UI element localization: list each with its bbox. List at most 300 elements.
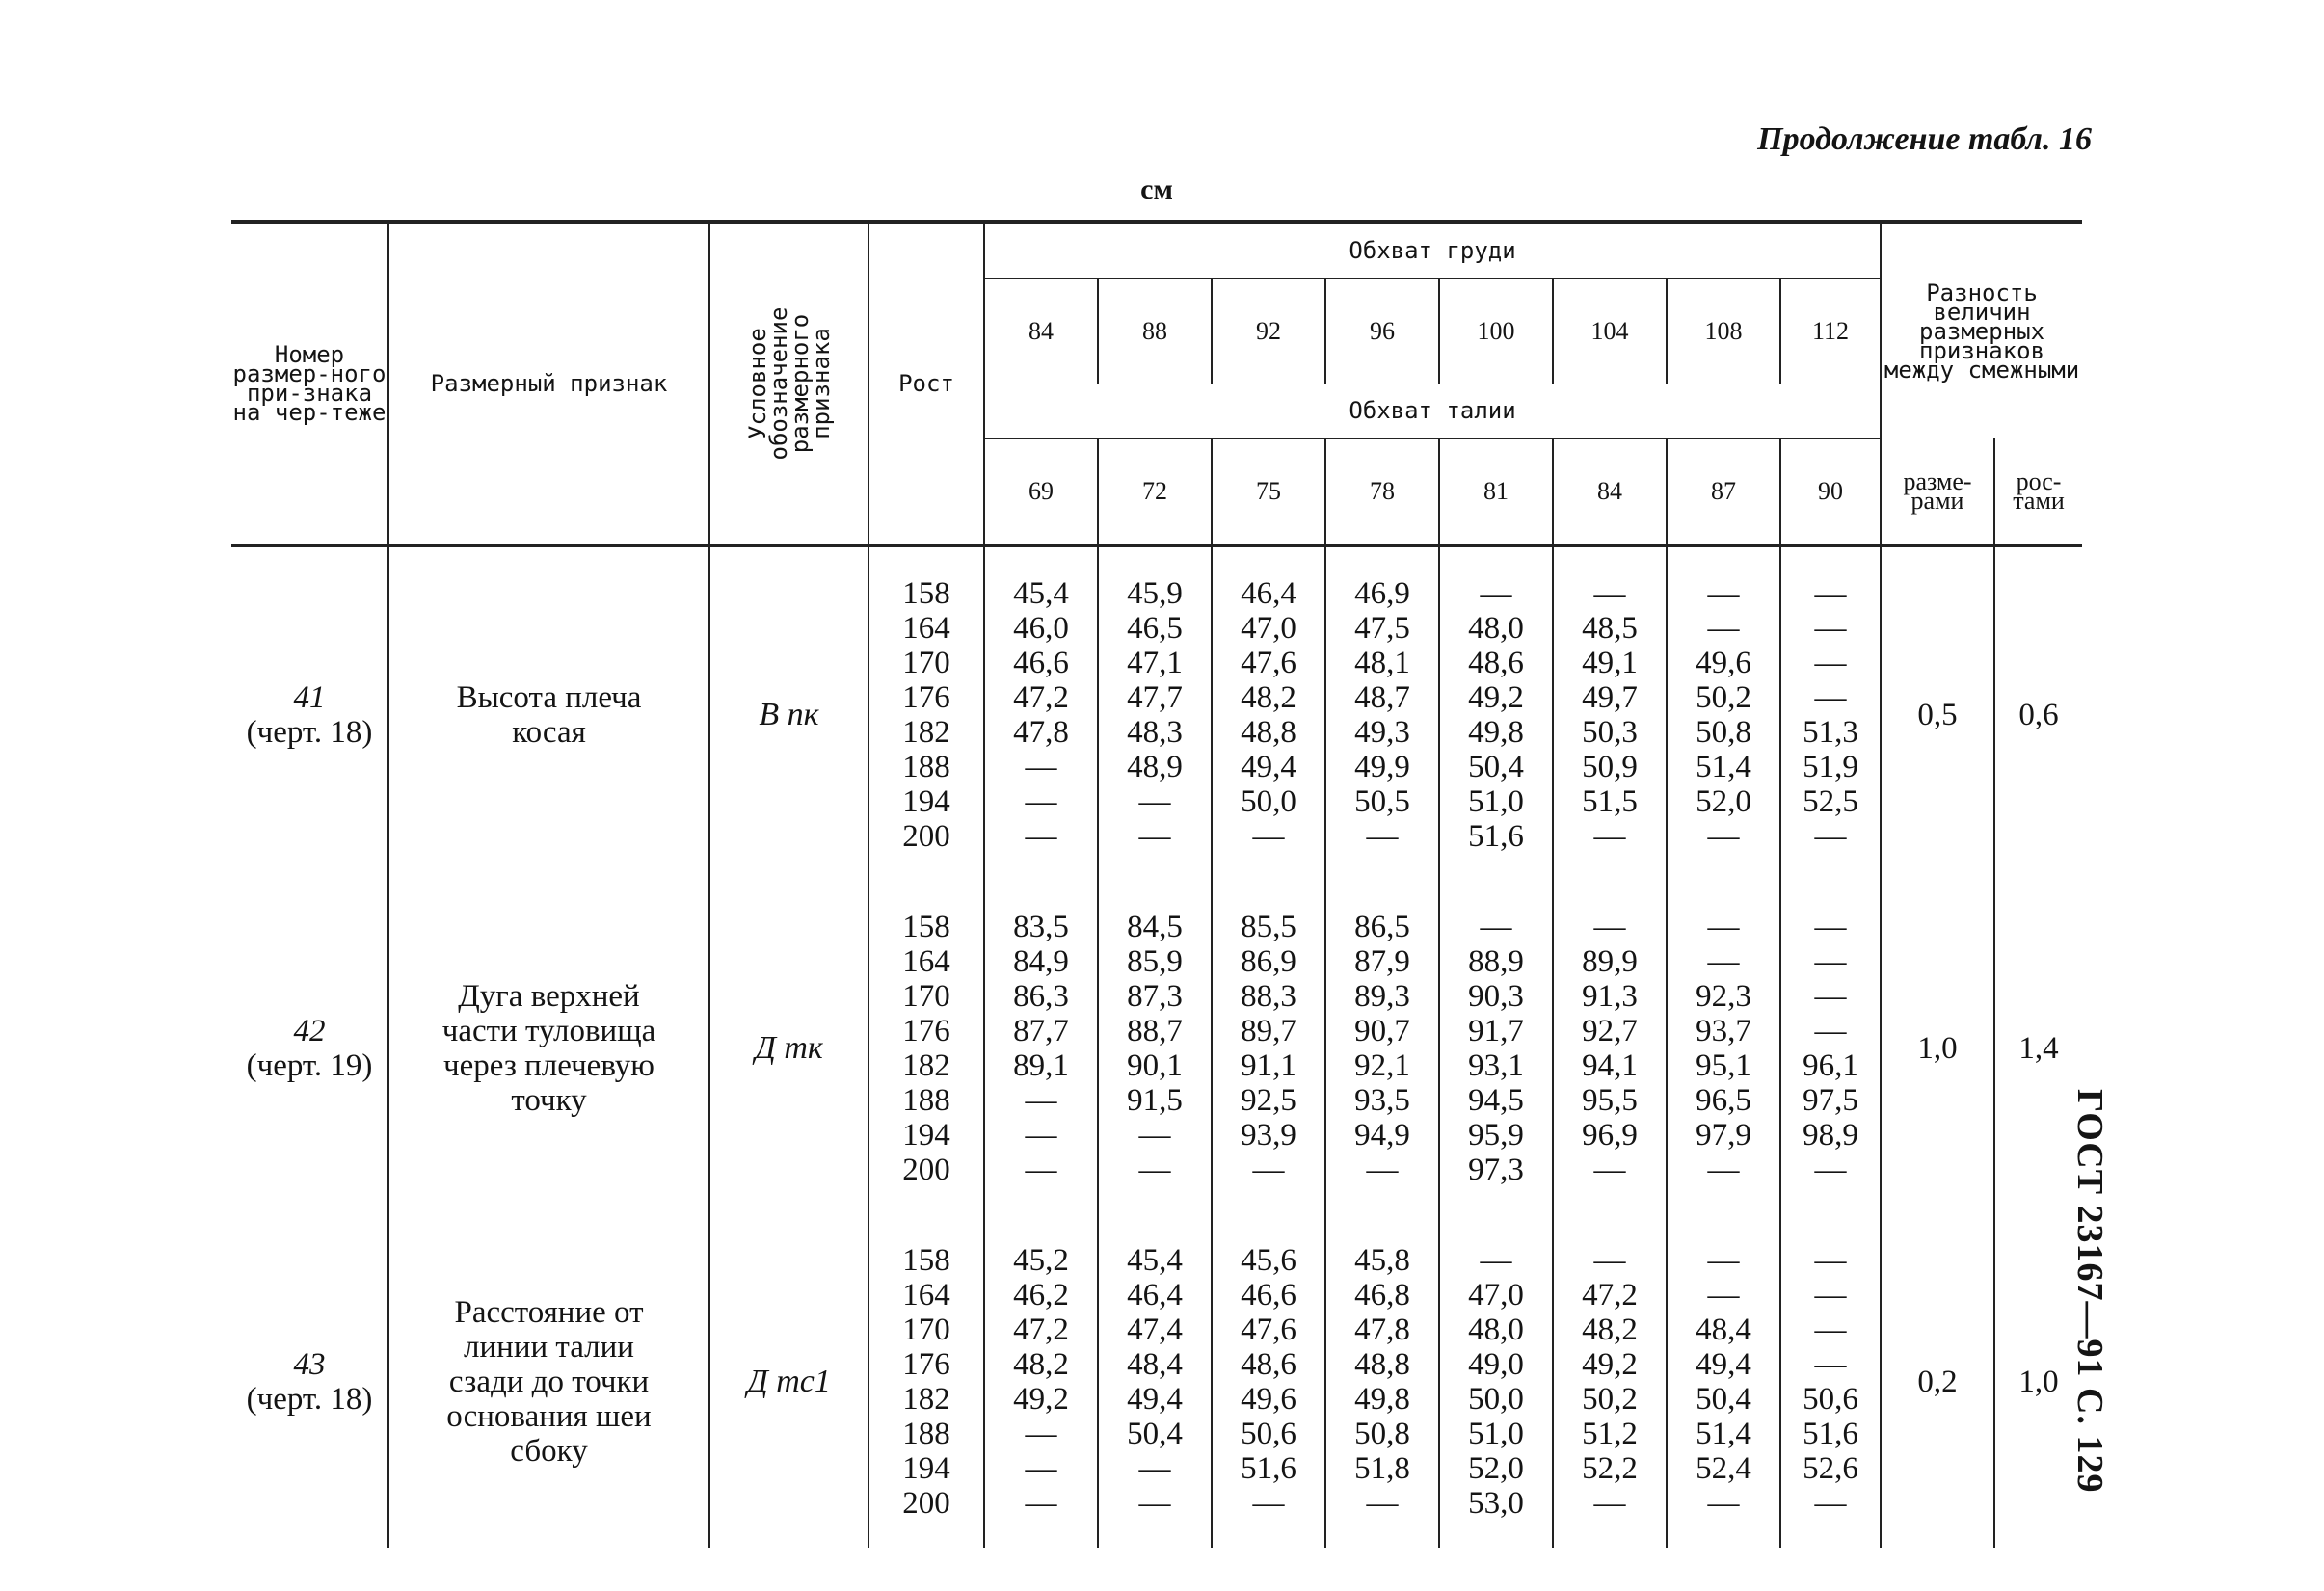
value-cell: 53,0 (1468, 1486, 1524, 1521)
feature-number (231, 1214, 388, 1548)
value-cell: — (1252, 1486, 1285, 1521)
waist-value: 84 (1553, 438, 1667, 545)
value-cell: — (1025, 1118, 1057, 1153)
value-cell: — (1025, 750, 1057, 784)
feature-name-line: части туловища (441, 1014, 656, 1048)
header-diff-sizes: разме-рами (1881, 438, 1994, 545)
value-cell: — (1707, 1486, 1740, 1521)
value-cell: 94,1 (1582, 1048, 1638, 1083)
value-column (1098, 1214, 1212, 1548)
value-column (1780, 881, 1881, 1214)
value-cell: 84,9 (1013, 944, 1069, 979)
value-cell: 96,5 (1696, 1083, 1751, 1118)
header-waist-group: Обхват талии (984, 384, 1881, 438)
value-cell: 50,8 (1354, 1417, 1410, 1451)
value-cell: — (1707, 576, 1740, 611)
value-cell: — (1593, 819, 1626, 854)
value-cell: 48,6 (1468, 646, 1524, 680)
value-cell: 48,4 (1696, 1313, 1751, 1347)
value-cell: — (1814, 680, 1847, 715)
value-cell: — (1707, 611, 1740, 646)
feature-name-line: Дуга верхней (458, 979, 640, 1014)
value-cell: 90,3 (1468, 979, 1524, 1014)
value-cell: — (1814, 1153, 1847, 1187)
value-cell: 52,5 (1803, 784, 1858, 819)
value-column (1212, 1214, 1325, 1548)
value-column (1212, 545, 1325, 881)
value-column (1667, 881, 1780, 1214)
value-cell: 52,0 (1468, 1451, 1524, 1486)
header-feature: Размерный признак (388, 222, 709, 545)
header-symbol-text: Условное обозначение размерного признака (743, 306, 835, 461)
value-cell: — (1025, 1083, 1057, 1118)
value-cell: — (1138, 819, 1171, 854)
value-cell: — (1814, 819, 1847, 854)
value-cell: 88,7 (1127, 1014, 1183, 1048)
value-cell: 49,2 (1013, 1382, 1069, 1417)
value-cell: 47,0 (1241, 611, 1296, 646)
value-cell: 51,4 (1696, 750, 1751, 784)
feature-name (388, 1214, 709, 1548)
value-cell: 92,1 (1354, 1048, 1410, 1083)
value-cell: 48,9 (1127, 750, 1183, 784)
value-cell: 47,2 (1013, 1313, 1069, 1347)
value-cell: 92,7 (1582, 1014, 1638, 1048)
height-value: 176 (902, 680, 950, 715)
units-label: см (1140, 173, 1173, 205)
value-cell: 50,9 (1582, 750, 1638, 784)
value-cell: 46,6 (1013, 646, 1069, 680)
chest-value: 92 (1212, 278, 1325, 384)
value-cell: 50,3 (1582, 715, 1638, 750)
header-symbol (709, 222, 868, 545)
value-cell: 45,4 (1127, 1243, 1183, 1278)
value-cell: — (1593, 1486, 1626, 1521)
value-cell: 50,2 (1582, 1382, 1638, 1417)
diff-sizes-value: 0,2 (1881, 1214, 1994, 1548)
value-cell: 50,4 (1696, 1382, 1751, 1417)
value-cell: — (1814, 576, 1847, 611)
value-cell: 93,1 (1468, 1048, 1524, 1083)
chest-value: 88 (1098, 278, 1212, 384)
value-cell: 46,4 (1241, 576, 1296, 611)
chest-value: 104 (1553, 278, 1667, 384)
chest-value: 112 (1780, 278, 1881, 384)
value-cell: 89,9 (1582, 944, 1638, 979)
table-body (231, 545, 2082, 1548)
value-cell: 48,1 (1354, 646, 1410, 680)
height-value: 182 (902, 1382, 950, 1417)
value-cell: 49,7 (1582, 680, 1638, 715)
value-cell: 48,2 (1013, 1347, 1069, 1382)
value-cell: 46,5 (1127, 611, 1183, 646)
value-column (1325, 545, 1439, 881)
value-cell: 87,7 (1013, 1014, 1069, 1048)
value-cell: 91,7 (1468, 1014, 1524, 1048)
value-cell: 46,2 (1013, 1278, 1069, 1313)
value-cell: 84,5 (1127, 910, 1183, 944)
value-cell: 51,4 (1696, 1417, 1751, 1451)
value-cell: 50,5 (1354, 784, 1410, 819)
height-value: 188 (902, 1083, 950, 1118)
diff-sizes-value: 1,0 (1881, 881, 1994, 1214)
value-cell: 96,9 (1582, 1118, 1638, 1153)
value-cell: — (1025, 1451, 1057, 1486)
drawing-reference: (черт. 19) (246, 1048, 373, 1083)
value-cell: 52,2 (1582, 1451, 1638, 1486)
value-cell: 47,8 (1013, 715, 1069, 750)
value-cell: 91,1 (1241, 1048, 1296, 1083)
value-cell: 48,7 (1354, 680, 1410, 715)
value-column (1439, 881, 1553, 1214)
value-column (984, 545, 1098, 881)
value-cell: — (1814, 1278, 1847, 1313)
value-cell: 51,0 (1468, 1417, 1524, 1451)
height-value: 170 (902, 979, 950, 1014)
feature-name-line: сзади до точки (448, 1365, 650, 1399)
value-cell: 47,4 (1127, 1313, 1183, 1347)
waist-value: 90 (1780, 438, 1881, 545)
value-cell: — (1138, 1118, 1171, 1153)
value-cell: 88,9 (1468, 944, 1524, 979)
header-diff-heights: рос-тами (1994, 438, 2082, 545)
value-cell: 46,0 (1013, 611, 1069, 646)
value-cell: 47,2 (1013, 680, 1069, 715)
value-cell: 51,9 (1803, 750, 1858, 784)
value-cell: — (1707, 944, 1740, 979)
value-cell: 49,9 (1354, 750, 1410, 784)
value-cell: — (1814, 979, 1847, 1014)
value-cell: 93,5 (1354, 1083, 1410, 1118)
value-column (1553, 545, 1667, 881)
value-column (1780, 545, 1881, 881)
feature-symbol: Д тс1 (709, 1214, 868, 1548)
value-cell: 49,3 (1354, 715, 1410, 750)
height-value: 182 (902, 715, 950, 750)
value-cell: 98,9 (1803, 1118, 1858, 1153)
feature-name (388, 881, 709, 1214)
value-cell: 93,7 (1696, 1014, 1751, 1048)
value-cell: 46,6 (1241, 1278, 1296, 1313)
value-column (1780, 1214, 1881, 1548)
waist-value: 75 (1212, 438, 1325, 545)
value-cell: 45,6 (1241, 1243, 1296, 1278)
value-cell: 45,4 (1013, 576, 1069, 611)
value-cell: 85,5 (1241, 910, 1296, 944)
value-cell: — (1707, 910, 1740, 944)
value-cell: 88,3 (1241, 979, 1296, 1014)
table-row (231, 1214, 2082, 1548)
feature-number (231, 881, 388, 1214)
value-cell: 48,5 (1582, 611, 1638, 646)
feature-name-line: через плечевую (443, 1048, 654, 1083)
value-cell: 49,6 (1241, 1382, 1296, 1417)
value-cell: 50,0 (1468, 1382, 1524, 1417)
value-cell: 51,6 (1468, 819, 1524, 854)
height-list (868, 1214, 984, 1548)
value-cell: 94,5 (1468, 1083, 1524, 1118)
chest-value: 84 (984, 278, 1098, 384)
value-cell: — (1252, 1153, 1285, 1187)
value-cell: — (1814, 611, 1847, 646)
value-cell: 49,8 (1354, 1382, 1410, 1417)
value-cell: 50,4 (1468, 750, 1524, 784)
value-cell: 48,8 (1241, 715, 1296, 750)
height-value: 188 (902, 750, 950, 784)
value-cell: 51,0 (1468, 784, 1524, 819)
table-caption: Продолжение табл. 16 (1757, 121, 2092, 157)
value-cell: 46,8 (1354, 1278, 1410, 1313)
value-cell: 52,6 (1803, 1451, 1858, 1486)
value-cell: 49,4 (1241, 750, 1296, 784)
feature-symbol: Д тк (709, 881, 868, 1214)
diff-sizes-value: 0,5 (1881, 545, 1994, 881)
feature-name (388, 545, 709, 881)
value-cell: 47,5 (1354, 611, 1410, 646)
value-cell: — (1707, 1243, 1740, 1278)
value-cell: 48,0 (1468, 611, 1524, 646)
value-cell: 50,2 (1696, 680, 1751, 715)
value-cell: — (1593, 1153, 1626, 1187)
value-cell: 52,4 (1696, 1451, 1751, 1486)
value-cell: 46,4 (1127, 1278, 1183, 1313)
feature-number-value: 42 (293, 1014, 326, 1048)
value-cell: 47,8 (1354, 1313, 1410, 1347)
value-cell: 49,0 (1468, 1347, 1524, 1382)
value-cell: — (1814, 646, 1847, 680)
height-value: 200 (902, 1486, 950, 1521)
value-cell: — (1252, 819, 1285, 854)
value-cell: 90,1 (1127, 1048, 1183, 1083)
value-cell: 50,0 (1241, 784, 1296, 819)
height-value: 176 (902, 1014, 950, 1048)
value-cell: — (1707, 819, 1740, 854)
value-cell: 45,8 (1354, 1243, 1410, 1278)
height-value: 170 (902, 1313, 950, 1347)
value-cell: 45,2 (1013, 1243, 1069, 1278)
value-cell: 95,1 (1696, 1048, 1751, 1083)
value-column (1553, 1214, 1667, 1548)
value-cell: 48,3 (1127, 715, 1183, 750)
value-cell: — (1480, 1243, 1512, 1278)
value-cell: — (1025, 784, 1057, 819)
value-cell: 48,6 (1241, 1347, 1296, 1382)
value-cell: 96,1 (1803, 1048, 1858, 1083)
height-value: 188 (902, 1417, 950, 1451)
value-cell: 48,2 (1241, 680, 1296, 715)
height-value: 164 (902, 1278, 950, 1313)
value-cell: — (1593, 910, 1626, 944)
value-cell: 51,6 (1241, 1451, 1296, 1486)
value-column (1212, 881, 1325, 1214)
value-cell: 97,5 (1803, 1083, 1858, 1118)
feature-name-line: точку (511, 1083, 587, 1118)
height-list (868, 881, 984, 1214)
value-cell: 48,2 (1582, 1313, 1638, 1347)
value-cell: 89,3 (1354, 979, 1410, 1014)
waist-value: 72 (1098, 438, 1212, 545)
chest-value: 108 (1667, 278, 1780, 384)
value-cell: 47,7 (1127, 680, 1183, 715)
value-cell: — (1814, 1347, 1847, 1382)
header-no: Номер размер-ного при-знака на чер-теже (231, 222, 388, 545)
value-cell: 90,7 (1354, 1014, 1410, 1048)
value-cell: 89,1 (1013, 1048, 1069, 1083)
value-cell: 48,0 (1468, 1313, 1524, 1347)
value-cell: 46,9 (1354, 576, 1410, 611)
value-cell: 94,9 (1354, 1118, 1410, 1153)
value-column (1553, 881, 1667, 1214)
value-cell: — (1025, 819, 1057, 854)
feature-name-line: Высота плеча (456, 680, 642, 715)
value-cell: 48,8 (1354, 1347, 1410, 1382)
value-cell: 86,3 (1013, 979, 1069, 1014)
height-value: 194 (902, 1118, 950, 1153)
value-cell: 49,2 (1582, 1347, 1638, 1382)
height-value: 158 (902, 910, 950, 944)
header-height: Рост (868, 222, 984, 545)
value-cell: 49,8 (1468, 715, 1524, 750)
value-cell: 47,0 (1468, 1278, 1524, 1313)
value-cell: — (1025, 1417, 1057, 1451)
waist-value: 87 (1667, 438, 1780, 545)
diff-heights-value: 1,4 (1994, 881, 2082, 1214)
waist-value: 69 (984, 438, 1098, 545)
value-column (1439, 1214, 1553, 1548)
value-cell: — (1025, 1153, 1057, 1187)
value-cell: — (1707, 1278, 1740, 1313)
measurements-table (231, 220, 2082, 1548)
value-cell: 49,4 (1127, 1382, 1183, 1417)
value-column (984, 1214, 1098, 1548)
diff-heights-value: 0,6 (1994, 545, 2082, 881)
table-row (231, 881, 2082, 1214)
value-cell: 50,6 (1241, 1417, 1296, 1451)
value-column (1098, 881, 1212, 1214)
height-value: 164 (902, 611, 950, 646)
value-cell: 51,5 (1582, 784, 1638, 819)
height-value: 200 (902, 819, 950, 854)
value-cell: — (1366, 1486, 1399, 1521)
value-cell: — (1138, 784, 1171, 819)
value-cell: 97,9 (1696, 1118, 1751, 1153)
value-cell: — (1138, 1486, 1171, 1521)
value-column (1439, 545, 1553, 881)
value-column (1325, 1214, 1439, 1548)
chest-value: 96 (1325, 278, 1439, 384)
value-cell: — (1814, 1014, 1847, 1048)
value-cell: 48,4 (1127, 1347, 1183, 1382)
value-cell: 92,3 (1696, 979, 1751, 1014)
value-cell: — (1814, 1486, 1847, 1521)
drawing-reference: (черт. 18) (246, 715, 373, 750)
value-cell: 51,8 (1354, 1451, 1410, 1486)
feature-name-line: основания шеи (446, 1399, 652, 1434)
value-cell: 50,8 (1696, 715, 1751, 750)
feature-name-line: косая (512, 715, 586, 750)
value-cell: — (1593, 576, 1626, 611)
value-column (984, 881, 1098, 1214)
value-cell: 87,9 (1354, 944, 1410, 979)
value-cell: — (1480, 910, 1512, 944)
height-value: 182 (902, 1048, 950, 1083)
value-column (1325, 881, 1439, 1214)
feature-symbol: В пк (709, 545, 868, 881)
value-cell: — (1593, 1243, 1626, 1278)
chest-value: 100 (1439, 278, 1553, 384)
waist-value: 78 (1325, 438, 1439, 545)
feature-number-value: 41 (293, 680, 326, 715)
value-cell: — (1707, 1153, 1740, 1187)
value-cell: 95,5 (1582, 1083, 1638, 1118)
feature-name-line: сбоку (510, 1434, 588, 1469)
height-value: 194 (902, 784, 950, 819)
height-value: 158 (902, 576, 950, 611)
value-cell: — (1138, 1451, 1171, 1486)
height-value: 194 (902, 1451, 950, 1486)
value-cell: 49,1 (1582, 646, 1638, 680)
value-cell: 95,9 (1468, 1118, 1524, 1153)
standard-page-label: ГОСТ 23167—91 С. 129 (2070, 1089, 2110, 1494)
table-row (231, 545, 2082, 881)
value-cell: 50,6 (1803, 1382, 1858, 1417)
value-cell: 47,1 (1127, 646, 1183, 680)
value-cell: 47,6 (1241, 646, 1296, 680)
height-value: 170 (902, 646, 950, 680)
value-cell: 49,2 (1468, 680, 1524, 715)
value-cell: 49,4 (1696, 1347, 1751, 1382)
value-cell: 86,9 (1241, 944, 1296, 979)
header-chest-group: Обхват груди (984, 222, 1881, 278)
feature-number (231, 545, 388, 881)
value-column (1667, 545, 1780, 881)
value-cell: 83,5 (1013, 910, 1069, 944)
value-cell: 91,3 (1582, 979, 1638, 1014)
value-cell: — (1480, 576, 1512, 611)
value-cell: 50,4 (1127, 1417, 1183, 1451)
value-cell: 51,2 (1582, 1417, 1638, 1451)
value-cell: — (1366, 819, 1399, 854)
value-cell: — (1814, 910, 1847, 944)
height-value: 200 (902, 1153, 950, 1187)
value-cell: 97,3 (1468, 1153, 1524, 1187)
value-cell: — (1814, 944, 1847, 979)
value-cell: — (1138, 1153, 1171, 1187)
value-cell: 52,0 (1696, 784, 1751, 819)
feature-name-line: линии талии (464, 1330, 634, 1365)
feature-number-value: 43 (293, 1347, 326, 1382)
value-cell: 47,2 (1582, 1278, 1638, 1313)
value-cell: — (1366, 1153, 1399, 1187)
height-value: 158 (902, 1243, 950, 1278)
value-cell: 47,6 (1241, 1313, 1296, 1347)
height-list (868, 545, 984, 881)
feature-name-line: Расстояние от (454, 1295, 644, 1330)
value-cell: — (1025, 1486, 1057, 1521)
value-cell: 45,9 (1127, 576, 1183, 611)
value-cell: 85,9 (1127, 944, 1183, 979)
value-cell: 92,5 (1241, 1083, 1296, 1118)
height-value: 176 (902, 1347, 950, 1382)
value-cell: 51,3 (1803, 715, 1858, 750)
header-diff-group: Разность величин размерных признаков между смежными (1881, 222, 2082, 438)
diff-heights-value: 1,0 (1994, 1214, 2082, 1548)
value-cell: — (1814, 1243, 1847, 1278)
value-cell: 93,9 (1241, 1118, 1296, 1153)
table-header (231, 222, 2082, 545)
height-value: 164 (902, 944, 950, 979)
value-cell: 86,5 (1354, 910, 1410, 944)
